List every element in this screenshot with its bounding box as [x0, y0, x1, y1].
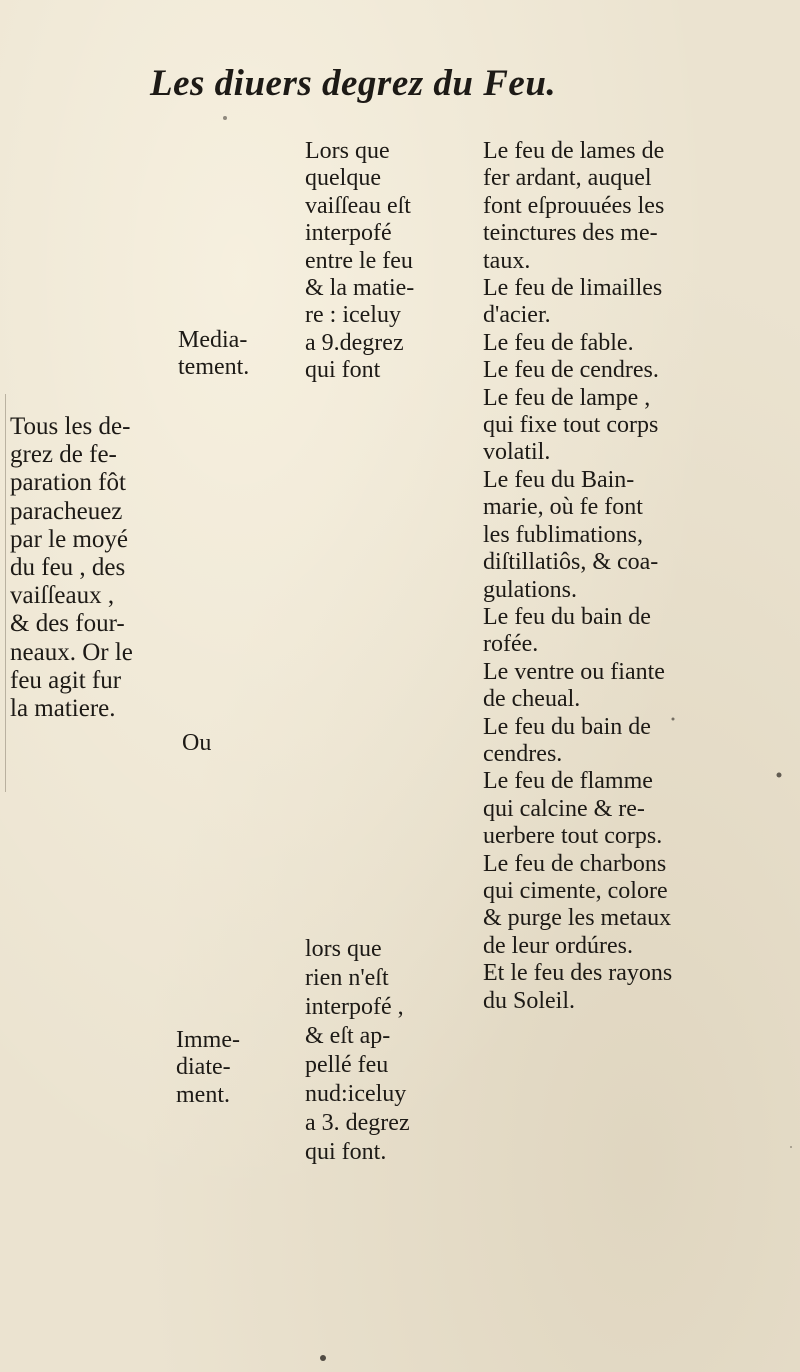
right-line: marie, où fe font — [483, 494, 643, 521]
right-line: rofée. — [483, 631, 539, 658]
left-line: & des four- — [10, 610, 125, 638]
right-line: Le ventre ou fiante — [483, 658, 665, 685]
right-line: Le feu de limailles — [483, 275, 663, 302]
clause-line: qui font — [305, 357, 381, 384]
clause-line: interpofé — [305, 220, 392, 247]
right-line: les fublimations, — [483, 521, 643, 548]
right-line: Le feu de cendres. — [483, 357, 659, 384]
clause-line: vaiſſeau eſt — [305, 192, 411, 219]
right-line: Le feu du Bain- — [483, 466, 635, 493]
clause-line: nud:iceluy — [305, 1081, 407, 1107]
clause-line: qui font. — [305, 1139, 387, 1165]
right-line: Le feu du bain de — [483, 603, 651, 630]
clause-line: entre le feu — [305, 247, 413, 274]
right-line: Le feu de lames de — [483, 138, 665, 164]
right-line: d'acier. — [483, 302, 551, 329]
left-line: neaux. Or le — [10, 638, 133, 666]
clause-line: rien n'eſt — [305, 965, 389, 991]
right-line: Le feu de lampe , — [483, 384, 651, 411]
mediatement-line: Media- — [178, 327, 248, 353]
right-line: Et le feu des rayons — [483, 960, 673, 987]
clause-line: lors que — [305, 936, 382, 962]
right-line: uerbere tout corps. — [483, 823, 663, 850]
right-line: du Soleil. — [483, 987, 576, 1014]
left-line: par le moyé — [10, 525, 129, 553]
right-line: teinctures des me- — [483, 220, 658, 247]
ou-label: Ou — [182, 730, 212, 756]
right-line: Le feu de fable. — [483, 329, 634, 356]
right-line: de cheual. — [483, 686, 581, 713]
clause-line: a 9.degrez — [305, 329, 404, 356]
right-line: Le feu de charbons — [483, 850, 667, 877]
left-line: du feu , des — [10, 554, 126, 582]
clause-line: a 3. degrez — [305, 1110, 410, 1136]
right-line: qui calcine & re- — [483, 795, 645, 822]
right-line: diſtillatiôs, & coa- — [483, 549, 659, 576]
right-line: font eſprouuées les — [483, 192, 665, 219]
right-line: taux. — [483, 247, 531, 274]
clause-line: & eſt ap- — [305, 1023, 391, 1049]
left-line: paration fôt — [10, 469, 126, 497]
page-title: Les diuers degrez du Feu. — [150, 63, 557, 104]
clause-line: quelque — [305, 165, 381, 192]
immediatement-line: Imme- — [176, 1027, 240, 1053]
right-line: Le feu de flamme — [483, 768, 653, 795]
immediatement-line: diate- — [176, 1054, 231, 1081]
right-line: qui fixe tout corps — [483, 412, 659, 439]
left-line: feu agit fur — [10, 666, 122, 694]
right-line: volatil. — [483, 439, 551, 466]
left-line: paracheuez — [10, 497, 123, 525]
clause-line: pellé feu — [305, 1052, 389, 1078]
right-line: fer ardant, auquel — [483, 165, 652, 192]
left-line: Tous les de- — [10, 413, 131, 440]
right-line: & purge les metaux — [483, 905, 672, 932]
left-line: vaiſſeaux , — [10, 582, 115, 610]
immediatement-line: ment. — [176, 1081, 230, 1108]
right-line: gulations. — [483, 576, 577, 603]
right-line: Le feu du bain de — [483, 713, 651, 740]
mediatement-line: tement. — [178, 354, 250, 381]
left-line: la matiere. — [10, 695, 116, 723]
right-line: qui cimente, colore — [483, 877, 668, 904]
clause-line: Lors que — [305, 138, 390, 164]
clause-line: interpofé , — [305, 994, 404, 1020]
right-line: de leur ordúres. — [483, 932, 633, 959]
clause-line: & la matie- — [305, 275, 415, 302]
clause-line: re : iceluy — [305, 302, 401, 329]
left-line: grez de fe- — [10, 441, 117, 469]
right-line: cendres. — [483, 740, 563, 767]
